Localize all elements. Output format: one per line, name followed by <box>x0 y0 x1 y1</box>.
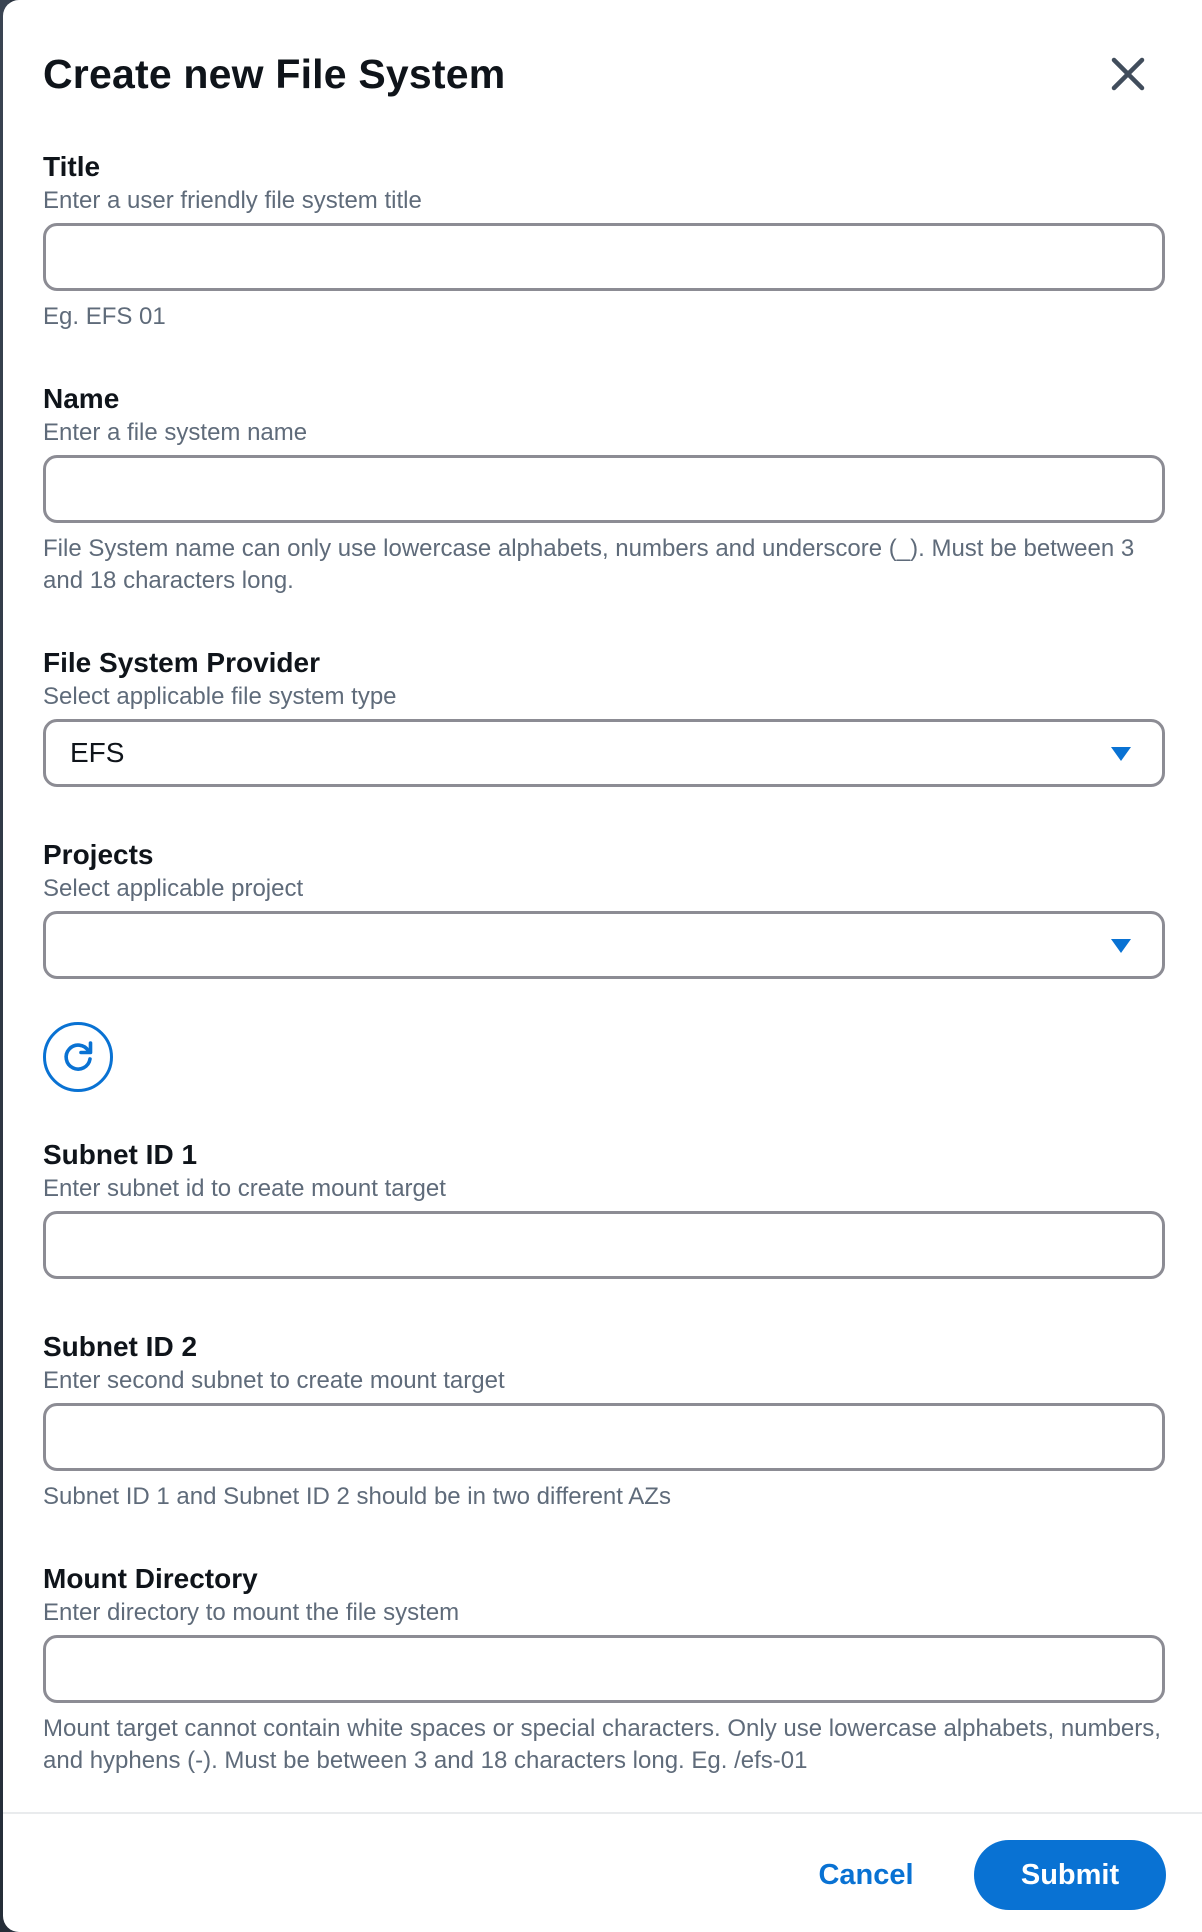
refresh-projects-button[interactable] <box>43 1022 113 1092</box>
subnet1-field-group <box>43 1137 1165 1279</box>
cancel-button[interactable]: Cancel <box>818 1859 914 1891</box>
projects-field-group <box>43 837 1165 979</box>
provider-selected-value: EFS <box>70 737 125 768</box>
subnet2-field-group <box>43 1329 1165 1513</box>
title-label: Title <box>43 151 101 182</box>
provider-select[interactable] <box>43 719 1165 787</box>
mount-directory-hint: Mount target cannot contain white spaces or special characters. Only use lowercase alphabets, numbers, and hyphens (-). Must be between 3 and 18 characters long. Eg. /efs-01 <box>43 1715 1161 1774</box>
name-label: Name <box>43 383 120 414</box>
name-description: Enter a file system name <box>43 419 308 446</box>
subnet2-hint: Subnet ID 1 and Subnet ID 2 should be in two different AZs <box>43 1483 671 1510</box>
title-hint: Eg. EFS 01 <box>43 303 166 330</box>
mount-directory-description: Enter directory to mount the file system <box>43 1599 460 1626</box>
projects-select[interactable] <box>43 911 1165 979</box>
dialog-title: Create new File System <box>43 51 506 97</box>
name-input[interactable] <box>43 455 1165 523</box>
provider-description: Select applicable file system type <box>43 683 397 710</box>
mount-directory-label: Mount Directory <box>43 1563 258 1594</box>
submit-button[interactable]: Submit <box>974 1840 1166 1910</box>
caret-down-icon <box>1110 938 1132 954</box>
provider-label: File System Provider <box>43 647 321 678</box>
refresh-icon <box>60 1039 96 1075</box>
subnet2-input[interactable] <box>43 1403 1165 1471</box>
close-icon <box>1102 48 1154 100</box>
name-field-group <box>43 381 1165 597</box>
title-input[interactable] <box>43 223 1165 291</box>
name-hint: File System name can only use lowercase alphabets, numbers and underscore (_). Must be between 3 and 18 characters long. <box>43 535 1135 594</box>
projects-description: Select applicable project <box>43 875 304 902</box>
subnet2-description: Enter second subnet to create mount target <box>43 1367 505 1394</box>
subnet1-input[interactable] <box>43 1211 1165 1279</box>
title-description: Enter a user friendly file system title <box>43 187 422 214</box>
mount-directory-input[interactable] <box>43 1635 1165 1703</box>
subnet1-label: Subnet ID 1 <box>43 1139 198 1170</box>
create-file-system-dialog <box>3 0 1202 1932</box>
subnet1-description: Enter subnet id to create mount target <box>43 1175 446 1202</box>
close-button[interactable] <box>1102 48 1154 100</box>
provider-field-group <box>43 645 1165 787</box>
title-field-group <box>43 149 1165 333</box>
projects-label: Projects <box>43 839 154 870</box>
footer-divider <box>3 1812 1202 1814</box>
mount-directory-field-group <box>43 1561 1165 1777</box>
caret-down-icon <box>1110 746 1132 762</box>
dialog-header <box>43 44 1162 104</box>
subnet2-label: Subnet ID 2 <box>43 1331 198 1362</box>
